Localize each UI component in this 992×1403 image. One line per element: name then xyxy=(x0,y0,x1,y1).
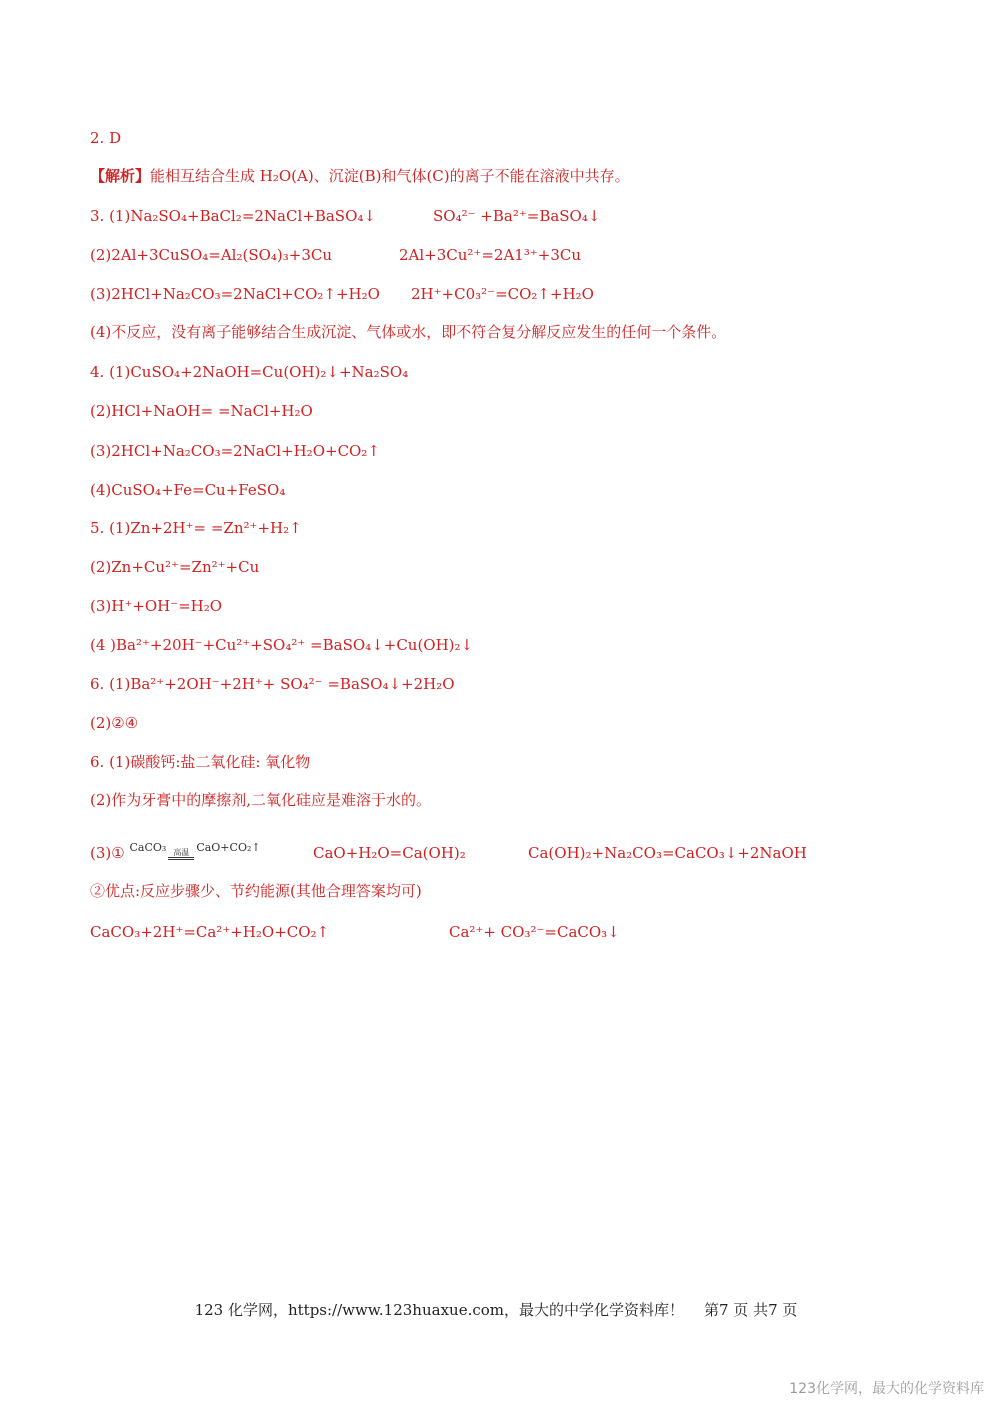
answer-4-1 xyxy=(90,362,408,382)
ionic-equation-6b-5: Ca²⁺+ CO₃²⁻=CaCO₃↓ xyxy=(449,923,620,941)
answer-6a-2-text: (2)②④ xyxy=(90,714,139,732)
answer-6b-1-text: 6. (1)碳酸钙:盐二氧化硅: 氧化物 xyxy=(90,753,311,771)
answer-3-2 xyxy=(90,245,582,265)
answer-3-3 xyxy=(90,284,594,304)
answer-5-4 xyxy=(90,635,473,655)
answer-6a-1-text: 6. (1)Ba²⁺+2OH⁻+2H⁺+ SO₄²⁻ =BaSO₄↓+2H₂O xyxy=(90,675,455,693)
answer-3-4 xyxy=(90,322,726,342)
answer-2 xyxy=(90,128,121,148)
analysis-text: 能相互结合生成 H₂O(A)、沉淀(B)和气体(C)的离子不能在溶液中共存。 xyxy=(150,167,630,185)
answer-5-1 xyxy=(90,518,302,538)
ionic-equation-3-1: SO₄²⁻ +Ba²⁺=BaSO₄↓ xyxy=(433,207,601,225)
equation-3-2: (2)2Al+3CuSO₄=Al₂(SO₄)₃+3Cu xyxy=(90,246,333,264)
page-footer xyxy=(0,1299,992,1320)
answer-2-text: 2. D xyxy=(90,129,122,147)
reaction-condition xyxy=(168,848,194,860)
answer-5-1-text: 5. (1)Zn+2H⁺= =Zn²⁺+H₂↑ xyxy=(90,519,302,537)
analysis-tag: 【解析】 xyxy=(90,167,151,185)
answer-4-3 xyxy=(90,441,380,461)
footer-text: 123 化学网，https://www.123huaxue.com，最大的中学化学资料库！ xyxy=(194,1301,684,1319)
decomposition-equation xyxy=(129,837,260,855)
answer-6b-2 xyxy=(90,790,431,810)
equation-6b-5: CaCO₃+2H⁺=Ca²⁺+H₂O+CO₂↑ xyxy=(90,923,330,941)
answer-3-1 xyxy=(90,206,601,226)
answer-5-2 xyxy=(90,557,259,577)
answer-6b-3 xyxy=(90,841,807,867)
answer-3-4-text: (4)不反应，没有离子能够结合生成沉淀、气体或水，即不符合复分解反应发生的任何一个条件。 xyxy=(90,323,727,341)
answer-5-3-text: (3)H⁺+OH⁻=H₂O xyxy=(90,597,223,615)
condition-label: 高温 xyxy=(173,848,190,857)
decomposition-products: CaO+CO₂↑ xyxy=(196,841,261,854)
answer-6b-3-prefix: (3)① xyxy=(90,844,125,862)
answer-4-3-text: (3)2HCl+Na₂CO₃=2NaCl+H₂O+CO₂↑ xyxy=(90,442,380,460)
decomposition-reactant: CaCO₃ xyxy=(129,841,167,854)
ionic-equation-3-2: 2Al+3Cu²⁺=2A1³⁺+3Cu xyxy=(399,246,582,264)
answer-4-2 xyxy=(90,401,313,421)
equation-3-1: 3. (1)Na₂SO₄+BaCl₂=2NaCl+BaSO₄↓ xyxy=(90,207,376,225)
answer-5-4-text: (4 )Ba²⁺+20H⁻+Cu²⁺+SO₄²⁺ =BaSO₄↓+Cu(OH)₂↓ xyxy=(90,636,474,654)
answer-6b-4-text: ②优点:反应步骤少、节约能源(其他合理答案均可) xyxy=(90,882,422,900)
page-number: 第7 页 共7 页 xyxy=(704,1301,798,1319)
answer-4-4-text: (4)CuSO₄+Fe=Cu+FeSO₄ xyxy=(90,481,286,499)
equation-3-3: (3)2HCl+Na₂CO₃=2NaCl+CO₂↑+H₂O xyxy=(90,285,380,303)
ionic-equation-3-3: 2H⁺+C0₃²⁻=CO₂↑+H₂O xyxy=(411,285,594,303)
answer-6b-5 xyxy=(90,922,620,942)
watermark: 123化学网，最大的化学资料库 xyxy=(789,1381,984,1397)
answer-4-1-text: 4. (1)CuSO₄+2NaOH=Cu(OH)₂↓+Na₂SO₄ xyxy=(90,363,409,381)
answer-5-2-text: (2)Zn+Cu²⁺=Zn²⁺+Cu xyxy=(90,558,260,576)
analysis-2 xyxy=(90,166,630,186)
condition-bar xyxy=(168,857,194,860)
answer-4-2-text: (2)HCl+NaOH= =NaCl+H₂O xyxy=(90,402,313,420)
answer-4-4 xyxy=(90,480,285,500)
answer-5-3 xyxy=(90,596,222,616)
answer-6a-2 xyxy=(90,713,138,733)
answer-6b-1 xyxy=(90,752,310,772)
equation-6b-3-2: CaO+H₂O=Ca(OH)₂ xyxy=(313,844,466,862)
answer-6b-2-text: (2)作为牙膏中的摩擦剂,二氧化硅应是难溶于水的。 xyxy=(90,791,432,809)
equation-6b-3-3: Ca(OH)₂+Na₂CO₃=CaCO₃↓+2NaOH xyxy=(528,844,807,862)
answer-6b-4 xyxy=(90,881,422,901)
answer-6a-1 xyxy=(90,674,455,694)
